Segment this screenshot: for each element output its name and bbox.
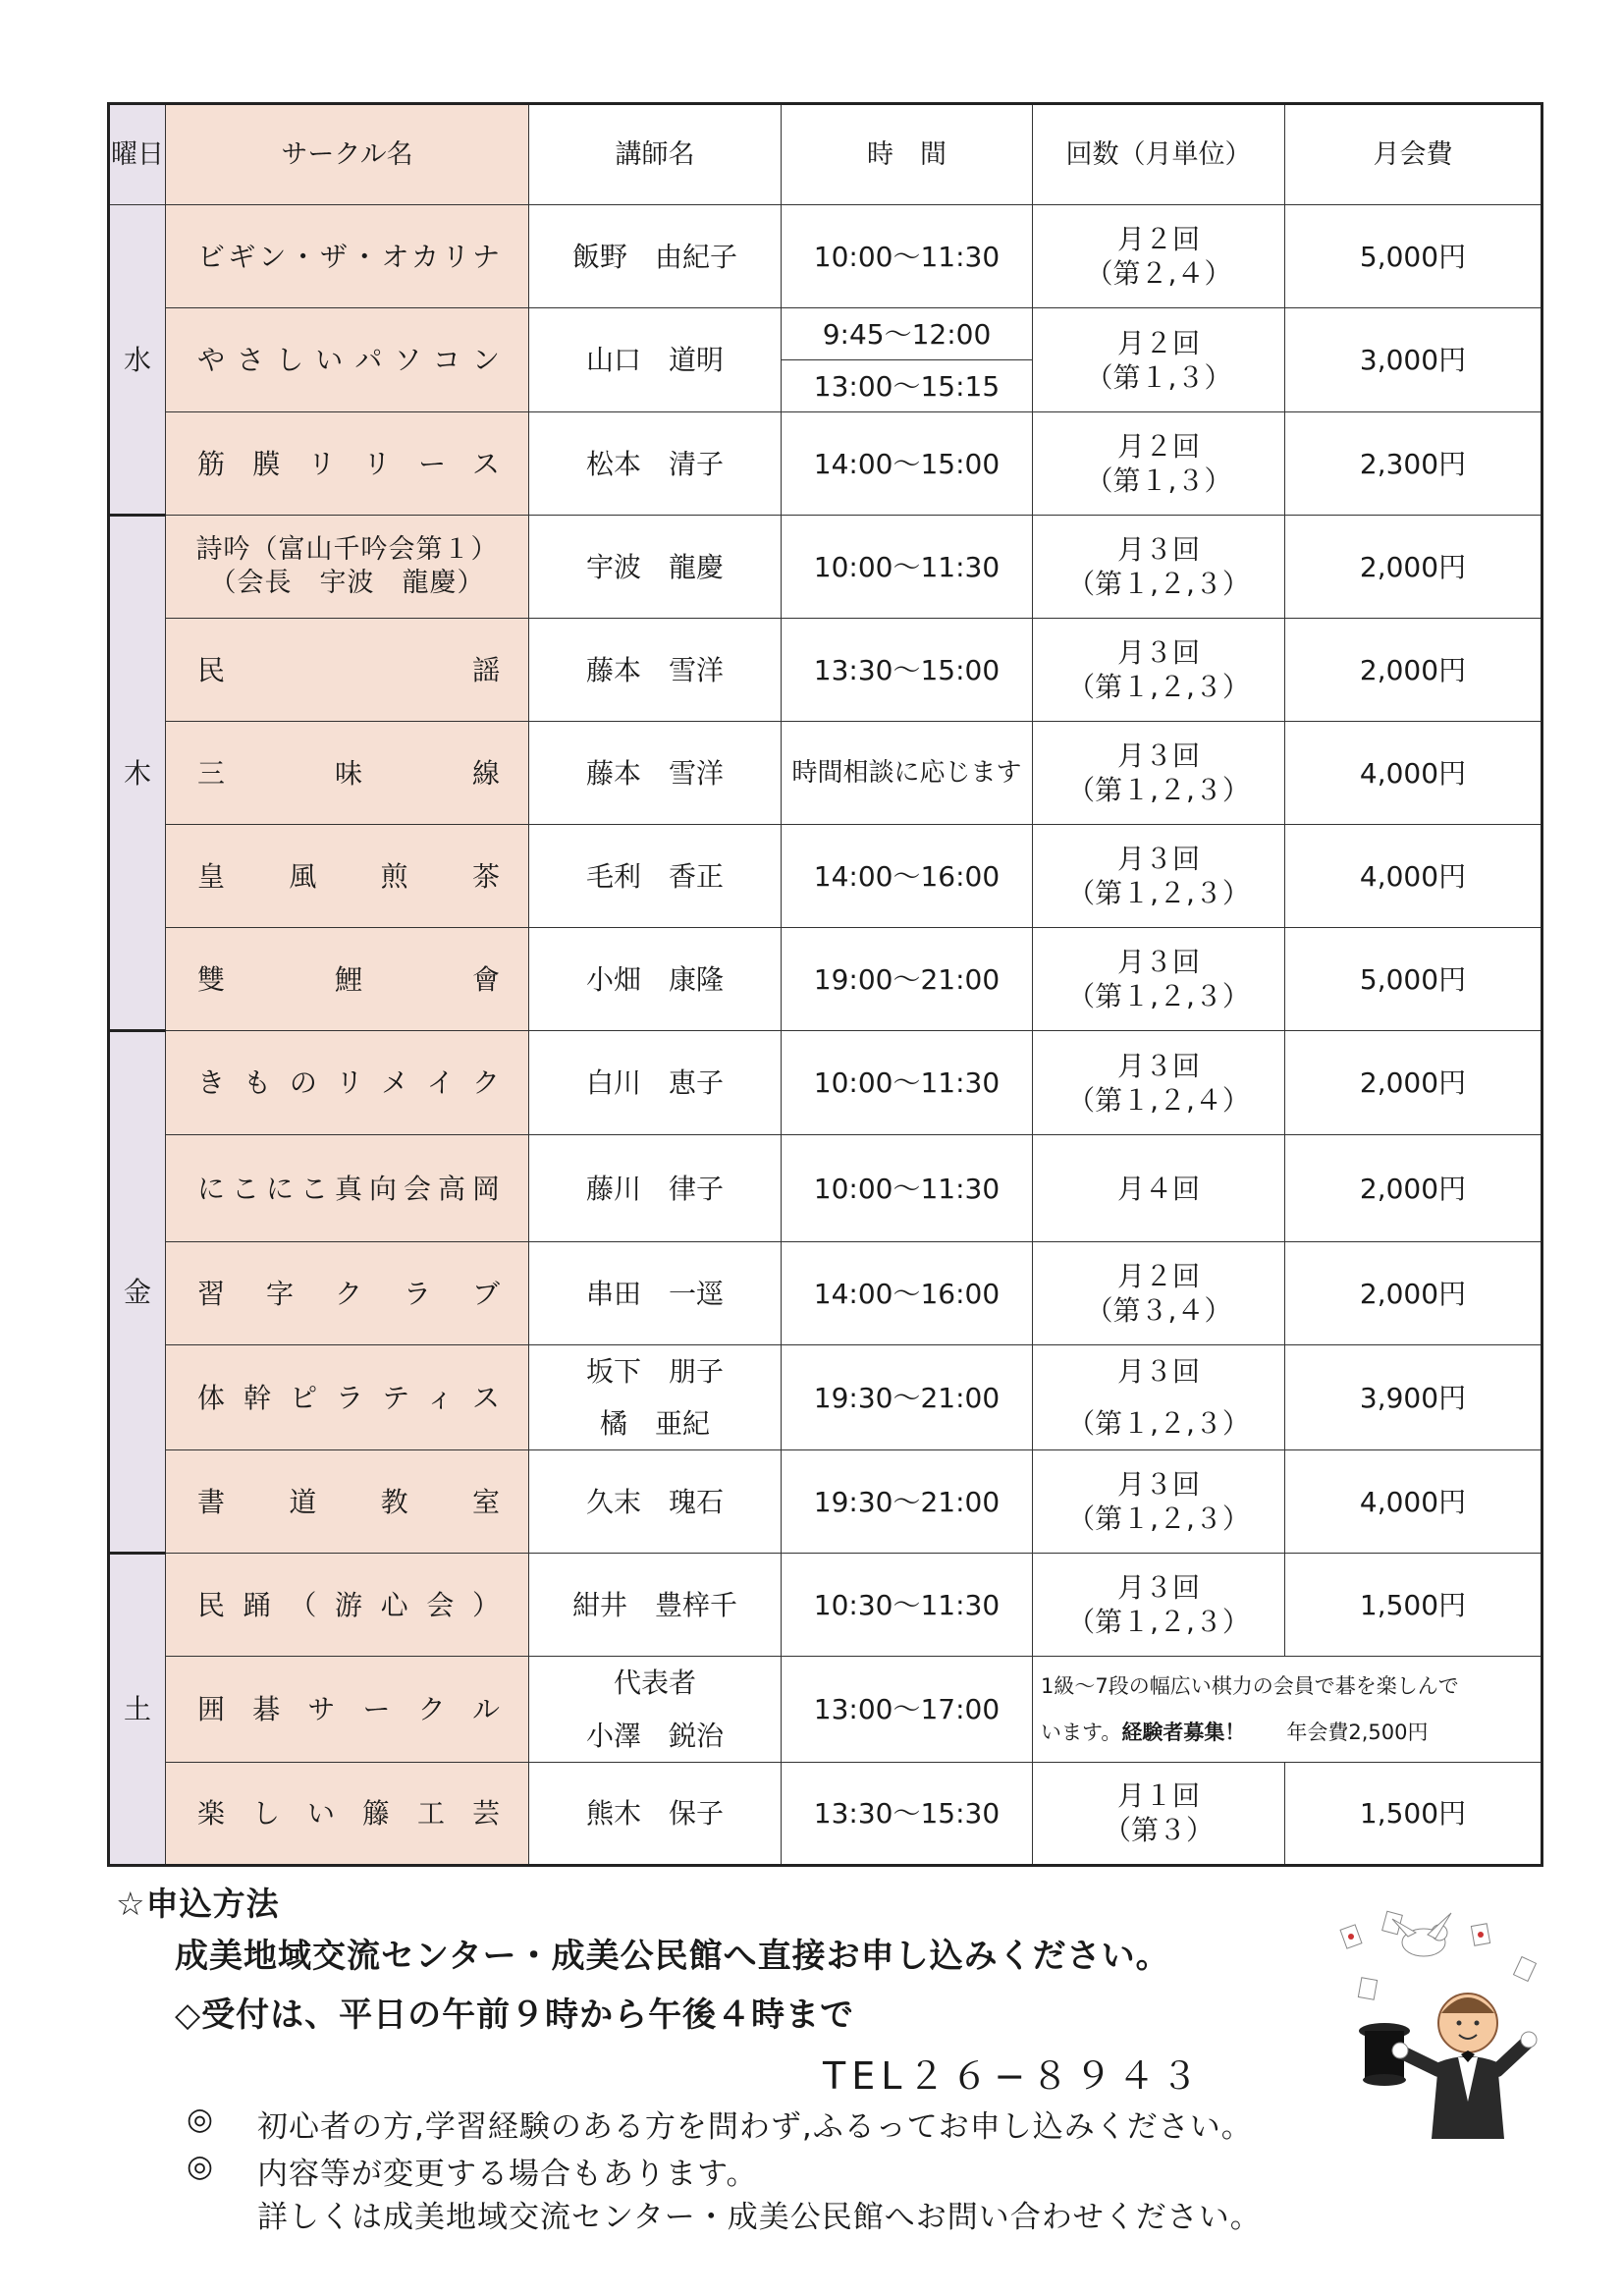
fee-cell: 2,000円 (1285, 1135, 1542, 1242)
time-cell: 10:00〜11:30 (782, 1031, 1033, 1135)
time-cell: 10:00〜11:30 (782, 205, 1033, 308)
table-row (109, 205, 1542, 308)
frequency-cell: 月３回 （第１,２,３） (1033, 825, 1285, 928)
frequency-cell: 月３回 （第１,２,３） (1033, 722, 1285, 825)
fee-cell: 3,000円 (1285, 308, 1542, 412)
time-cell: 時間相談に応じます (782, 722, 1033, 825)
time-cell: 19:30〜21:00 (782, 1450, 1033, 1554)
frequency-cell: 月４回 (1033, 1135, 1285, 1242)
table-row (109, 308, 1542, 412)
time-cell: 10:00〜11:30 (782, 1135, 1033, 1242)
table-header-row (109, 104, 1542, 205)
frequency-cell: 月２回 （第１,３） (1033, 412, 1285, 516)
circle-name: やさしいパソコン (166, 308, 529, 412)
igo-note: 1級〜7段の幅広い棋力の会員で碁を楽しんで います。経験者募集！ 年会費2,500円 (1033, 1657, 1542, 1762)
teacher-name: 藤川 律子 (529, 1135, 782, 1242)
frequency-cell: 月３回 （第１,２,３） (1033, 928, 1285, 1031)
frequency-cell: 月３回 （第１,２,３） (1033, 619, 1285, 722)
day-wednesday: 水 (109, 205, 166, 516)
day-saturday: 土 (109, 1554, 166, 1865)
table-row (109, 928, 1542, 1031)
table-row (109, 619, 1542, 722)
teacher-name: 熊木 保子 (529, 1762, 782, 1865)
time-cell: 14:00〜15:00 (782, 412, 1033, 516)
frequency-cell: 月３回 （第１,２,３） (1033, 1450, 1285, 1554)
fee-cell: 3,900円 (1285, 1345, 1542, 1450)
circle-name: 三味線 (166, 722, 529, 825)
teacher-name: 串田 一逕 (529, 1242, 782, 1345)
table-row (109, 722, 1542, 825)
teacher-name: 飯野 由紀子 (529, 205, 782, 308)
header-frequency: 回数（月単位） (1033, 104, 1285, 205)
circle-name: 詩吟（富山千吟会第１） （会長 宇波 龍慶） (166, 516, 529, 619)
fee-cell: 4,000円 (1285, 825, 1542, 928)
apply-instructions: 成美地域交流センター・成美公民館へ直接お申し込みください。 (175, 1937, 1170, 1976)
fee-cell: 2,300円 (1285, 412, 1542, 516)
circle-name: 民踊（游心会） (166, 1554, 529, 1657)
table-row (109, 1345, 1542, 1450)
frequency-cell: 月２回 （第２,４） (1033, 205, 1285, 308)
frequency-cell: 月３回 （第１,２,３） (1033, 1554, 1285, 1657)
circle-name: 体幹ピラティス (166, 1345, 529, 1450)
circle-name: 雙鯉會 (166, 928, 529, 1031)
teacher-name: 山口 道明 (529, 308, 782, 412)
frequency-cell: 月２回 （第３,４） (1033, 1242, 1285, 1345)
time-cell: 14:00〜16:00 (782, 1242, 1033, 1345)
table-row (109, 516, 1542, 619)
fee-cell: 2,000円 (1285, 1031, 1542, 1135)
fee-cell: 5,000円 (1285, 205, 1542, 308)
circle-name: 民謡 (166, 619, 529, 722)
teacher-name: 藤本 雪洋 (529, 722, 782, 825)
circle-name: ビギン・ザ・オカリナ (166, 205, 529, 308)
teacher-name: 宇波 龍慶 (529, 516, 782, 619)
frequency-cell: 月３回 （第１,２,３） (1033, 516, 1285, 619)
teacher-name: 松本 清子 (529, 412, 782, 516)
table-row (109, 1450, 1542, 1554)
header-circle-name: サークル名 (166, 104, 529, 205)
header-teacher: 講師名 (529, 104, 782, 205)
fee-cell: 4,000円 (1285, 1450, 1542, 1554)
header-monthly-fee: 月会費 (1285, 104, 1542, 205)
fee-cell: 1,500円 (1285, 1762, 1542, 1865)
circle-name: きものリメイク (166, 1031, 529, 1135)
table-row (109, 1657, 1542, 1762)
table-row (109, 1242, 1542, 1345)
fee-cell: 4,000円 (1285, 722, 1542, 825)
circle-name: 書道教室 (166, 1450, 529, 1554)
day-thursday: 木 (109, 516, 166, 1031)
time-cell: 13:30〜15:30 (782, 1762, 1033, 1865)
header-day: 曜日 (109, 104, 166, 205)
frequency-cell: 月３回 （第１,２,３） (1033, 1345, 1285, 1450)
table-row (109, 1554, 1542, 1657)
table-row (109, 825, 1542, 928)
fee-cell: 5,000円 (1285, 928, 1542, 1031)
table-row (109, 1762, 1542, 1865)
teacher-name: 久末 瑰石 (529, 1450, 782, 1554)
day-friday: 金 (109, 1031, 166, 1554)
header-time: 時 間 (782, 104, 1033, 205)
teacher-name: 坂下 朋子 橘 亜紀 (529, 1345, 782, 1450)
time-cell: 19:30〜21:00 (782, 1345, 1033, 1450)
fee-cell: 2,000円 (1285, 619, 1542, 722)
fee-cell: 2,000円 (1285, 516, 1542, 619)
circle-name: 楽しい籐工芸 (166, 1762, 529, 1865)
circle-name: 囲碁サークル (166, 1657, 529, 1762)
time-cell: 14:00〜16:00 (782, 825, 1033, 928)
time-cell: 10:30〜11:30 (782, 1554, 1033, 1657)
circle-schedule-table (107, 102, 1543, 1867)
frequency-cell: 月１回 （第３） (1033, 1762, 1285, 1865)
teacher-name: 小畑 康隆 (529, 928, 782, 1031)
circle-name: 筋膜リリース (166, 412, 529, 516)
circle-name: にこにこ真向会高岡 (166, 1135, 529, 1242)
teacher-name: 毛利 香正 (529, 825, 782, 928)
frequency-cell: 月３回 （第１,２,４） (1033, 1031, 1285, 1135)
time-cell: 19:00〜21:00 (782, 928, 1033, 1031)
time-cell: 13:30〜15:00 (782, 619, 1033, 722)
circle-name: 皇風煎茶 (166, 825, 529, 928)
fee-cell: 1,500円 (1285, 1554, 1542, 1657)
teacher-name: 紺井 豊梓千 (529, 1554, 782, 1657)
reception-hours: ◇受付は、平日の午前９時から午後４時まで (175, 1995, 855, 2035)
teacher-name: 代表者 小澤 鋭治 (529, 1657, 782, 1762)
circle-name: 習字クラブ (166, 1242, 529, 1345)
time-cell: 13:00〜17:00 (782, 1657, 1033, 1762)
time-cell: 9:45〜12:00 13:00〜15:15 (782, 308, 1033, 412)
frequency-cell: 月２回 （第１,３） (1033, 308, 1285, 412)
table-row (109, 412, 1542, 516)
fee-cell: 2,000円 (1285, 1242, 1542, 1345)
teacher-name: 藤本 雪洋 (529, 619, 782, 722)
table-row (109, 1031, 1542, 1135)
table-row (109, 1135, 1542, 1242)
teacher-name: 白川 恵子 (529, 1031, 782, 1135)
magician-illustration (1325, 1905, 1561, 2141)
telephone-number: TEL２６−８９４３ (823, 2054, 1205, 2098)
time-cell: 10:00〜11:30 (782, 516, 1033, 619)
apply-heading: ☆申込方法 (116, 1885, 280, 1923)
